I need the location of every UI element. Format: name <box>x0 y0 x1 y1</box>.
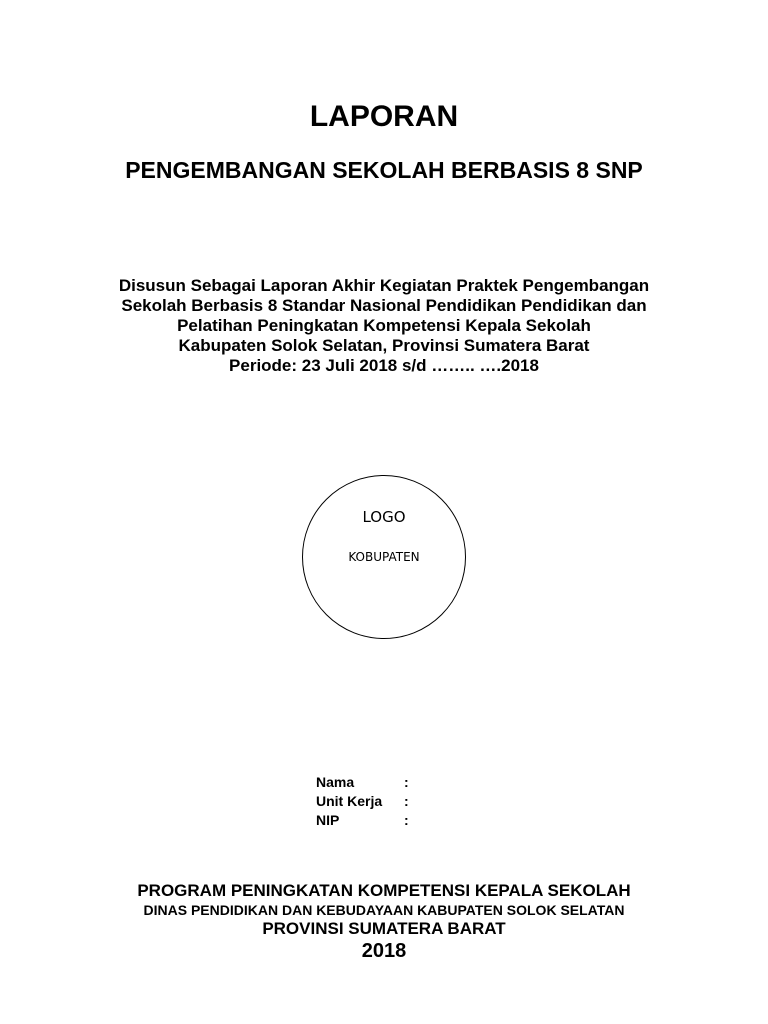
period-line: Periode: 23 Juli 2018 s/d …….. ….2018 <box>229 356 539 375</box>
footer-year: 2018 <box>361 940 407 962</box>
description-line: Disusun Sebagai Laporan Akhir Kegiatan Praktek Pengembangan <box>118 276 650 295</box>
description <box>0 276 768 376</box>
identity-label: Unit Kerja <box>316 793 383 809</box>
identity-block <box>316 773 409 830</box>
logo-text: KOBUPATEN <box>348 550 420 564</box>
identity-label: Nama <box>316 774 355 790</box>
logo-text: LOGO <box>362 508 406 526</box>
identity-sep: : <box>404 812 409 828</box>
description-line: Kabupaten Solok Selatan, Provinsi Sumatera Barat <box>178 336 590 355</box>
logo-placeholder <box>302 475 466 639</box>
footer-program: PROGRAM PENINGKATAN KOMPETENSI KEPALA SEKOLAH <box>137 881 631 900</box>
identity-label: NIP <box>316 812 340 828</box>
identity-sep: : <box>404 793 409 809</box>
identity-row-nama <box>316 773 409 792</box>
description-line: Pelatihan Peningkatan Kompetensi Kepala Sekolah <box>177 316 591 335</box>
document-title: LAPORAN <box>309 100 459 133</box>
identity-row-unit-kerja <box>316 792 409 811</box>
footer-dinas: DINAS PENDIDIKAN DAN KEBUDAYAAN KABUPATEN SOLOK SELATAN <box>143 902 625 918</box>
identity-row-nip <box>316 811 409 830</box>
footer-provinsi: PROVINSI SUMATERA BARAT <box>262 919 506 938</box>
identity-sep: : <box>404 774 409 790</box>
document-subtitle: PENGEMBANGAN SEKOLAH BERBASIS 8 SNP <box>125 157 643 183</box>
description-line: Sekolah Berbasis 8 Standar Nasional Pendidikan Pendidikan dan <box>121 296 647 315</box>
